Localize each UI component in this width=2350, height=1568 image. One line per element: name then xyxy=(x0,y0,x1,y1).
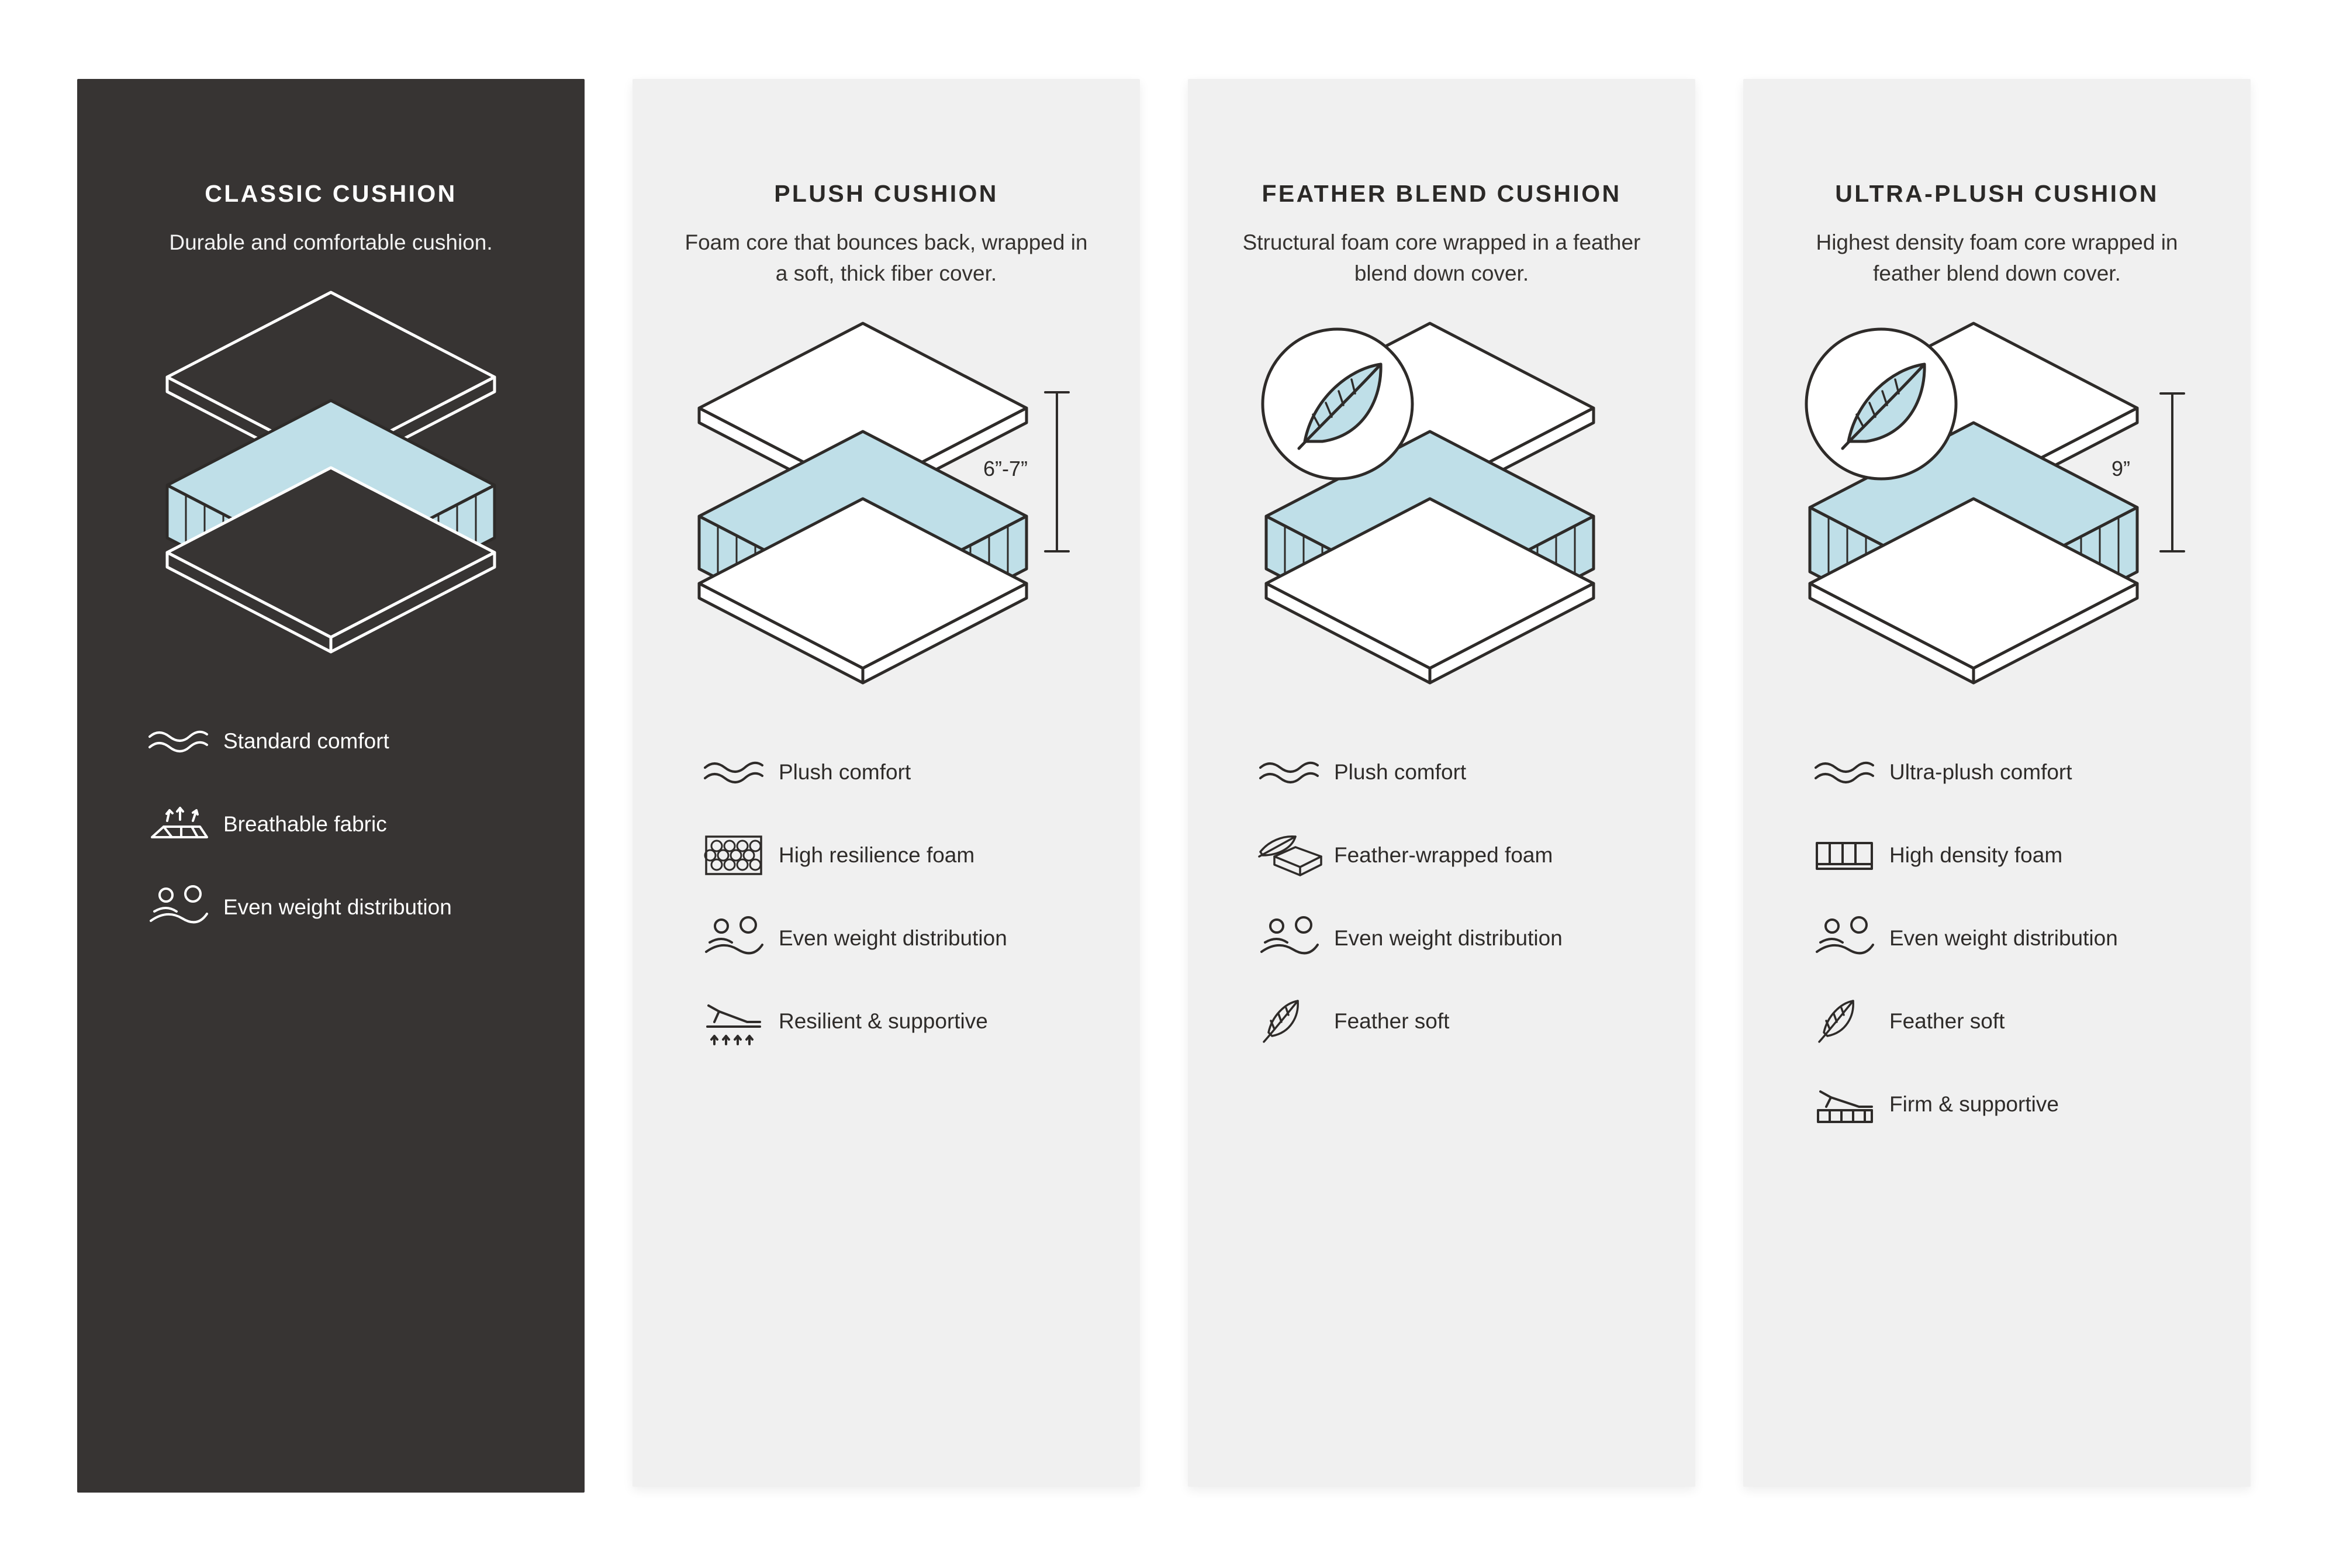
feature-item xyxy=(1812,903,2251,973)
feather-icon xyxy=(1257,996,1334,1047)
cards-row xyxy=(77,79,2281,1493)
card-title: PLUSH CUSHION xyxy=(774,180,998,207)
wave-comfort-icon xyxy=(701,755,779,790)
feature-list xyxy=(1188,737,1695,1056)
feature-item xyxy=(701,820,1140,890)
feature-item xyxy=(1257,737,1695,807)
card-title: FEATHER BLEND CUSHION xyxy=(1262,180,1622,207)
feature-label: Plush comfort xyxy=(1334,759,1467,784)
feature-label: High resilience foam xyxy=(779,842,975,867)
feature-item xyxy=(146,789,585,859)
card-title: ULTRA-PLUSH CUSHION xyxy=(1835,180,2159,207)
leaf-badge xyxy=(1806,329,1956,479)
feature-label: Resilient & supportive xyxy=(779,1009,988,1033)
dimension-label: 9” xyxy=(2111,456,2131,481)
feature-label: Even weight distribution xyxy=(1889,925,2118,950)
feather-wrapped-foam-icon xyxy=(1257,831,1334,880)
wave-comfort-icon xyxy=(1257,755,1334,790)
wave-comfort-icon xyxy=(1812,755,1889,790)
weight-distribution-icon xyxy=(146,883,223,931)
breathable-fabric-icon xyxy=(146,801,223,848)
feature-list xyxy=(633,737,1140,1056)
feature-item xyxy=(146,706,585,776)
card-classic-cushion[interactable] xyxy=(77,79,585,1493)
feature-list xyxy=(1743,737,2251,1139)
card-ultra-plush-cushion[interactable] xyxy=(1743,79,2251,1487)
feature-label: Feather soft xyxy=(1334,1009,1450,1033)
card-description: Foam core that bounces back, wrapped in a soft, thick fiber cover. xyxy=(685,230,1088,285)
card-description: Durable and comfortable cushion. xyxy=(169,230,493,255)
leaf-badge xyxy=(1263,329,1412,479)
feature-label: Feather soft xyxy=(1889,1009,2005,1033)
card-title: CLASSIC CUSHION xyxy=(205,180,457,207)
wave-comfort-icon xyxy=(146,724,223,759)
feature-item xyxy=(701,737,1140,807)
feature-label: Ultra-plush comfort xyxy=(1889,759,2072,784)
feature-item xyxy=(146,872,585,942)
feature-label: High density foam xyxy=(1889,842,2063,867)
feature-item xyxy=(1257,986,1695,1056)
weight-distribution-icon xyxy=(1257,914,1334,962)
exploded-cushion-illustration xyxy=(77,275,585,696)
feature-item xyxy=(1812,1069,2251,1139)
feature-label: Firm & supportive xyxy=(1889,1092,2059,1116)
exploded-cushion-illustration xyxy=(633,306,1140,727)
feature-item xyxy=(1812,820,2251,890)
density-foam-icon xyxy=(1812,835,1889,876)
feature-label: Standard comfort xyxy=(223,729,389,754)
feature-label: Even weight distribution xyxy=(1334,925,1563,950)
card-plush-cushion[interactable] xyxy=(633,79,1140,1487)
weight-distribution-icon xyxy=(701,914,779,962)
card-description: Highest density foam core wrapped in feather blend down cover. xyxy=(1816,230,2178,285)
feature-item xyxy=(1257,820,1695,890)
feature-label: Even weight distribution xyxy=(779,925,1007,950)
feature-item xyxy=(701,986,1140,1056)
weight-distribution-icon xyxy=(1812,914,1889,962)
feature-item xyxy=(1257,903,1695,973)
feature-item xyxy=(701,903,1140,973)
lounge-support-icon xyxy=(701,996,779,1047)
card-description: Structural foam core wrapped in a feather blend down cover. xyxy=(1242,230,1641,285)
dimension-label: 6”-7” xyxy=(983,456,1028,481)
feature-label: Plush comfort xyxy=(779,759,911,784)
feature-label: Feather-wrapped foam xyxy=(1334,842,1553,867)
lounge-support-icon xyxy=(1812,1081,1889,1128)
feature-label: Even weight distribution xyxy=(223,895,452,920)
feather-icon xyxy=(1812,996,1889,1047)
feature-item xyxy=(1812,986,2251,1056)
feature-label: Breathable fabric xyxy=(223,812,387,837)
exploded-cushion-illustration xyxy=(1743,306,2251,727)
feature-list xyxy=(77,706,585,942)
honeycomb-foam-icon xyxy=(701,831,779,880)
card-feather-blend-cushion[interactable] xyxy=(1188,79,1695,1487)
feature-item xyxy=(1812,737,2251,807)
exploded-cushion-illustration xyxy=(1188,306,1695,727)
